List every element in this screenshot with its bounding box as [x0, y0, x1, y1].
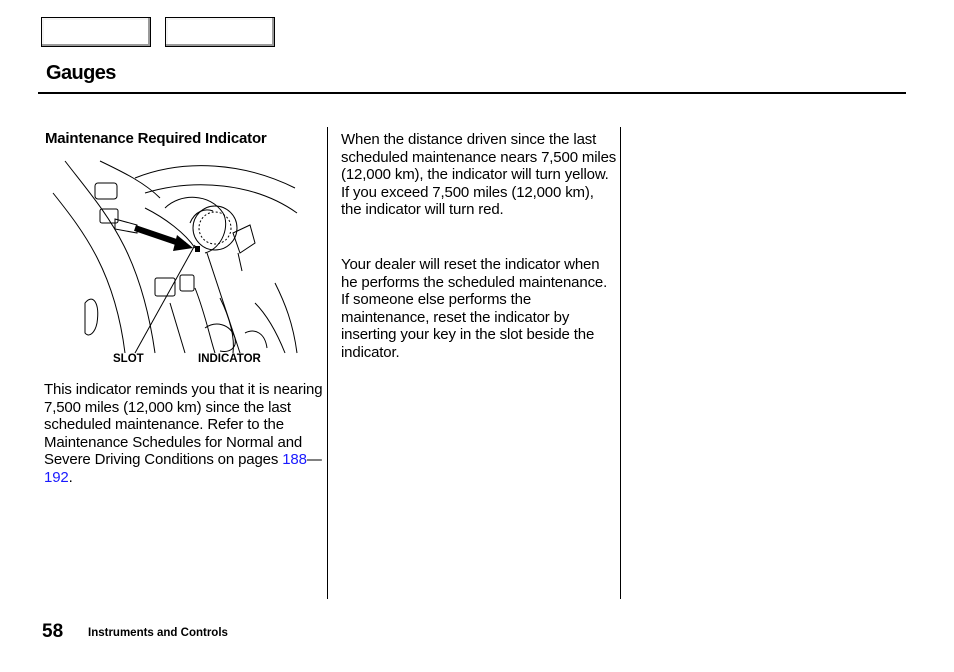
nav-previous-button[interactable]	[41, 17, 151, 47]
page-link-192[interactable]: 192	[44, 468, 69, 486]
page-number: 58	[42, 621, 64, 642]
column-divider-left	[327, 127, 328, 599]
figure-label-indicator: INDICATOR	[198, 353, 261, 365]
page-range-dash: —	[306, 451, 322, 469]
page-link-188[interactable]: 188	[282, 451, 307, 469]
section-title: Instruments and Controls	[88, 627, 228, 639]
title-rule	[38, 92, 906, 94]
nav-next-button[interactable]	[165, 17, 275, 47]
page-title: Gauges	[46, 62, 116, 84]
indicator-color-paragraph: When the distance driven since the last scheduled maintenance nears 7,500 miles (12,000 km), the indicator will turn yellow. If you exceed 7,500 miles (12,000 km), the indicator will turn red.	[341, 131, 617, 219]
sentence-end: .	[68, 468, 73, 486]
indicator-description	[44, 381, 324, 487]
indicator-description-text: This indicator reminds you that it is nearing 7,500 miles (12,000 km) since the last scheduled maintenance. Refer to the Maintenance Schedules for Normal and Severe Driving Conditions on pages	[44, 381, 323, 469]
figure-label-slot: SLOT	[113, 353, 144, 365]
indicator-reset-paragraph: Your dealer will reset the indicator when he performs the scheduled maintenance. If someone else performs the maintenance, reset the indicator by inserting your key in the slot beside the indicator.	[341, 256, 608, 361]
section-subheading: Maintenance Required Indicator	[45, 130, 267, 147]
dashboard-illustration	[45, 153, 307, 373]
column-divider-right	[620, 127, 621, 599]
